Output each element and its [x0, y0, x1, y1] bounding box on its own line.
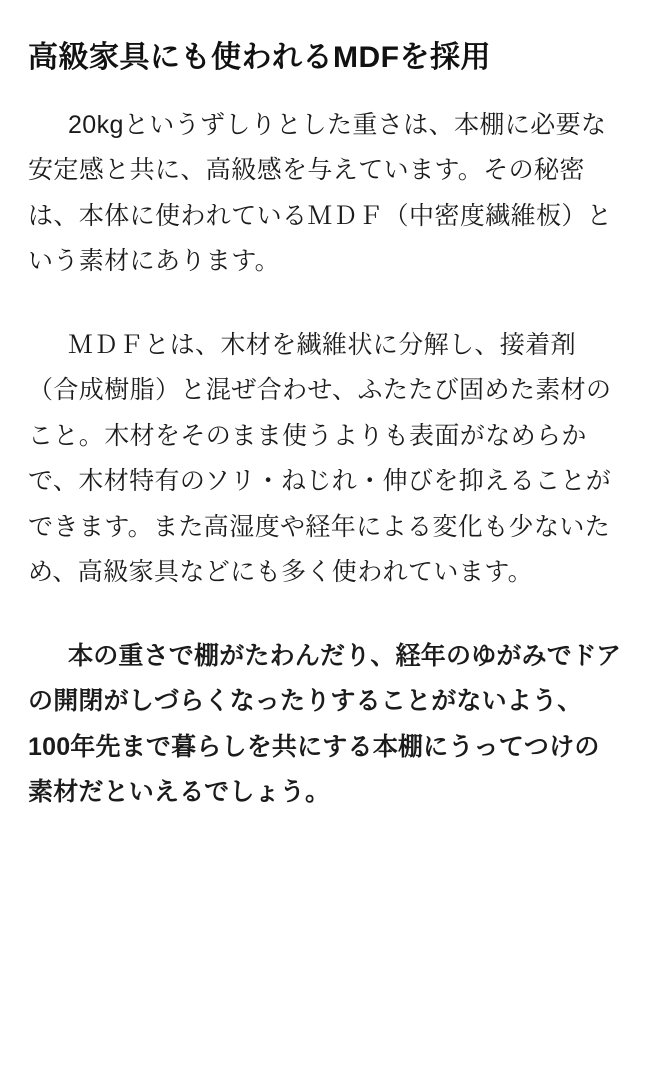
page-title: 高級家具にも使われるMDFを採用: [28, 41, 491, 74]
paragraph-1: 20kgというずしりとした重さは、本棚に必要な安定感と共に、高級感を与えています。その秘密は、本体に使われているＭＤＦ（中密度繊維板）という素材にあります。: [28, 110, 613, 275]
plain-text: だといえるでしょう。: [78, 778, 331, 806]
paragraph-2: ＭＤＦとは、木材を繊維状に分解し、接着剤（合成樹脂）と混ぜ合わせ、ふたたび固めた素材のこと。木材をそのまま使うよりも表面がなめらかで、木材特有のソリ・ねじれ・伸びを抑えることができます。また高湿度や経年による変化も少ないため、高級家具などにも多く使われています。: [28, 330, 612, 586]
emphasized-text: 本の重さで棚がたわんだり、経年のゆがみでドアの開閉がしづらくなったりすることがないよう、100年先まで暮らしを共にする本棚にうってつけの素材: [28, 641, 622, 806]
paragraph-3: [28, 634, 623, 816]
